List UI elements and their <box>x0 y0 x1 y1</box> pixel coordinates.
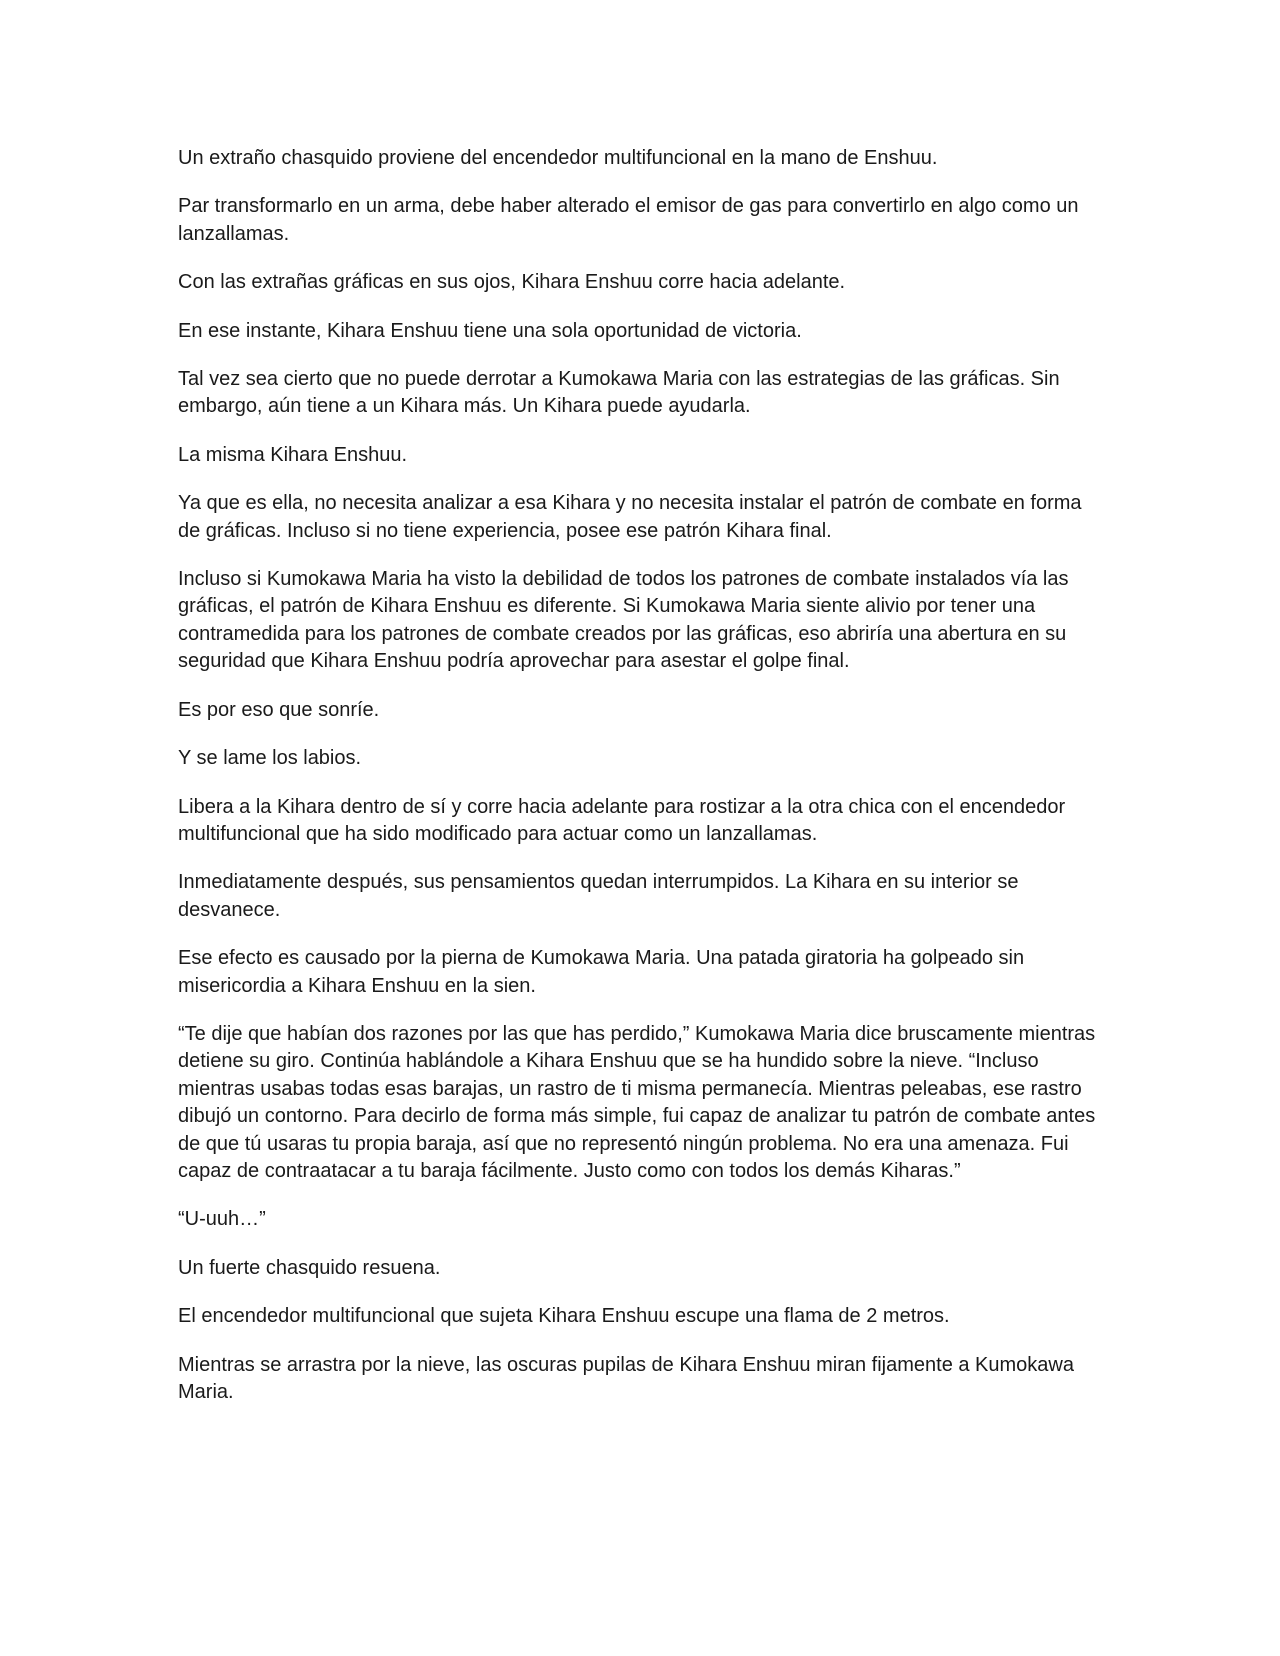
paragraph: Libera a la Kihara dentro de sí y corre hacia adelante para rostizar a la otra chica con el encendedor multifuncional que ha sido modificado para actuar como un lanzallamas. <box>178 795 1066 845</box>
paragraph: Par transformarlo en un arma, debe haber alterado el emisor de gas para convertirlo en algo como un lanzallamas. <box>178 195 1079 245</box>
paragraph: Un extraño chasquido proviene del encendedor multifuncional en la mano de Enshuu. <box>178 147 938 169</box>
document-body <box>178 145 1108 1427</box>
paragraph: En ese instante, Kihara Enshuu tiene una sola oportunidad de victoria. <box>178 319 802 342</box>
paragraph: Mientras se arrastra por la nieve, las oscuras pupilas de Kihara Enshuu miran fijamente a Kumokawa Maria. <box>178 1353 1074 1403</box>
paragraph: “Te dije que habían dos razones por las que has perdido,” Kumokawa Maria dice bruscamente mientras detiene su giro. Continúa hablándole a Kihara Enshuu que se ha hundido sobre la nieve. “Incluso mientras usabas todas esas barajas, un rastro de ti misma permanecía. Mientras peleabas, ese rastro dibujó un contorno. Para decirlo de forma más simple, fui capaz de analizar tu patrón de combate antes de que tú usaras tu propia baraja, así que no representó ningún problema. No era una amenaza. Fui capaz de contraatacar a tu baraja fácilmente. Justo como con todos los demás Kiharas.” <box>178 1022 1096 1182</box>
paragraph: Un fuerte chasquido resuena. <box>178 1256 441 1279</box>
paragraph: Inmediatamente después, sus pensamientos quedan interrumpidos. La Kihara en su interior se desvanece. <box>178 871 1019 921</box>
paragraph: El encendedor multifuncional que sujeta Kihara Enshuu escupe una flama de 2 metros. <box>178 1305 950 1328</box>
paragraph: Ya que es ella, no necesita analizar a esa Kihara y no necesita instalar el patrón de combate en forma de gráficas. Incluso si no tiene experiencia, posee ese patrón Kihara final. <box>178 492 1082 542</box>
paragraph: Con las extrañas gráficas en sus ojos, Kihara Enshuu corre hacia adelante. <box>178 271 846 294</box>
paragraph: Tal vez sea cierto que no puede derrotar a Kumokawa Maria con las estrategias de las gráficas. Sin embargo, aún tiene a un Kihara más. Un Kihara puede ayudarla. <box>178 368 1060 418</box>
paragraph: Es por eso que sonríe. <box>178 698 380 721</box>
paragraph: Y se lame los labios. <box>178 747 362 770</box>
paragraph: Incluso si Kumokawa Maria ha visto la debilidad de todos los patrones de combate instalados vía las gráficas, el patrón de Kihara Enshuu es diferente. Si Kumokawa Maria siente alivio por tener una contramedida para los patrones de combate creados por las gráficas, eso abriría una abertura en su seguridad que Kihara Enshuu podría aprovechar para asestar el golpe final. <box>178 568 1069 673</box>
paragraph: La misma Kihara Enshuu. <box>178 443 408 466</box>
paragraph: “U-uuh…” <box>178 1208 266 1231</box>
paragraph: Ese efecto es causado por la pierna de Kumokawa Maria. Una patada giratoria ha golpeado sin misericordia a Kihara Enshuu en la sien. <box>178 947 1025 997</box>
